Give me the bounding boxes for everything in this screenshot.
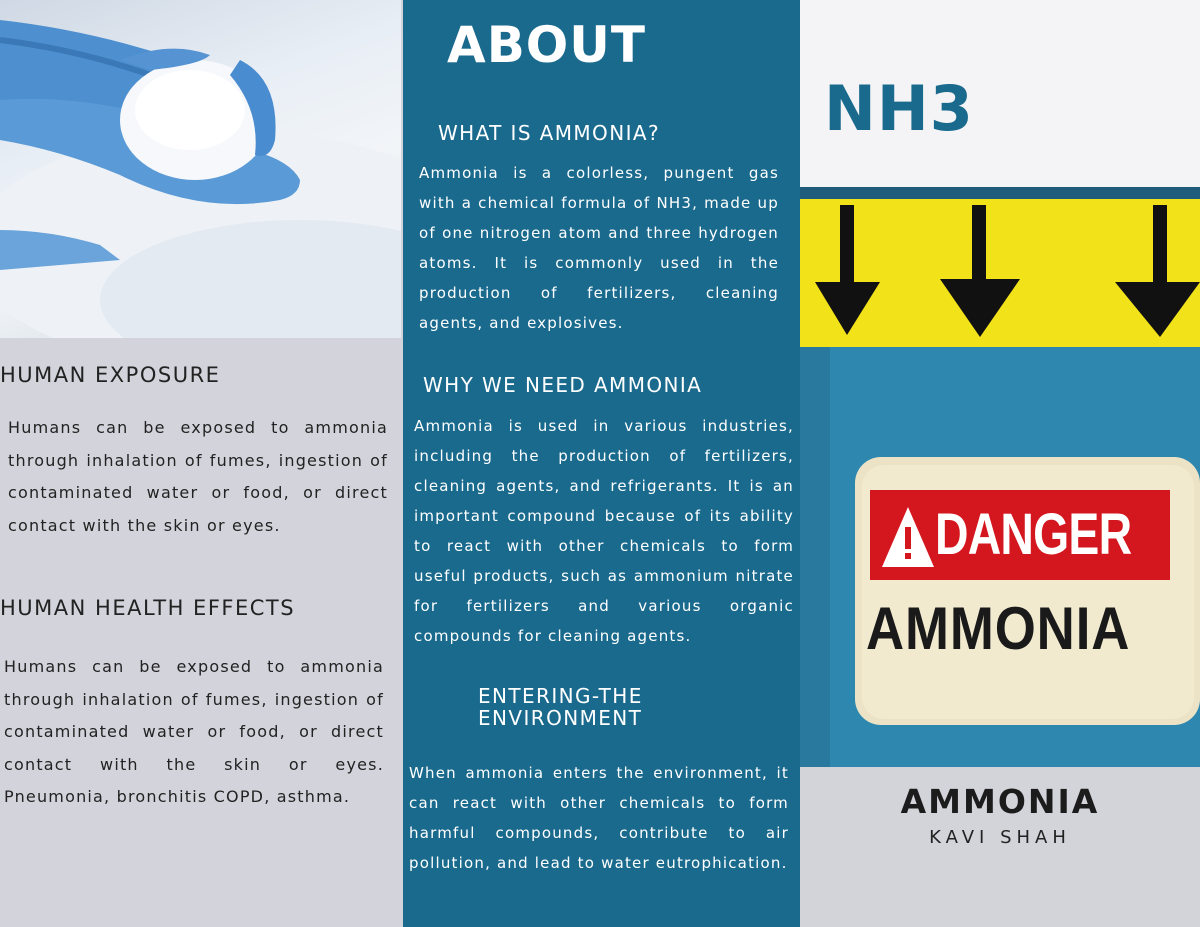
left-panel	[0, 0, 403, 927]
why-we-need-ammonia-heading: WHY WE NEED AMMONIA	[423, 373, 703, 397]
human-exposure-heading: HUMAN EXPOSURE	[0, 363, 221, 387]
entering-heading-line-2: ENVIRONMENT	[478, 706, 643, 730]
human-health-effects-text: Humans can be exposed to ammonia through inhalation of fumes, ingestion of contaminated water or food, or direct contact with the skin or eyes. Pneumonia, bronchitis COPD, asthma.	[4, 657, 384, 806]
human-exposure-text: Humans can be exposed to ammonia through inhalation of fumes, ingestion of contaminated water or food, or direct contact with the skin or eyes.	[8, 418, 388, 535]
entering-heading-line-1: ENTERING-THE	[478, 684, 643, 708]
drum-illustration	[800, 187, 1200, 767]
ammonia-sign-text: AMMONIA	[866, 595, 1131, 662]
what-is-ammonia-text: Ammonia is a colorless, pungent gas with a chemical formula of NH3, made up of one nitrogen atom and three hydrogen atoms. It is commonly used in the production of fertilizers, cleaning agents, and explosives.	[419, 164, 779, 332]
gloved-hands-fertilizer-photo	[0, 0, 401, 338]
about-title: ABOUT	[447, 16, 647, 74]
why-we-need-ammonia-text: Ammonia is used in various industries, including the production of fertilizers, cleaning agents, and refrigerants. It is an important compound because of its ability to react with other chemicals to form useful products, such as ammonium nitrate for fertilizers and various organic compounds for cleaning agents.	[414, 417, 794, 645]
author-name: KAVI SHAH	[929, 827, 1071, 848]
photo-illustration	[0, 0, 401, 338]
what-is-ammonia-heading: WHAT IS AMMONIA?	[438, 121, 660, 145]
entering-the-environment-heading	[478, 685, 643, 729]
ammonia-drum-photo	[800, 187, 1200, 767]
formula-title: NH3	[824, 72, 974, 145]
entering-the-environment-text: When ammonia enters the environment, it can react with other chemicals to form harmful compounds, contribute to air pollution, and lead to water eutrophication.	[409, 764, 789, 872]
human-health-effects-heading: HUMAN HEALTH EFFECTS	[0, 596, 296, 620]
danger-sign-text: DANGER	[935, 502, 1132, 567]
formula-box	[800, 0, 1200, 187]
middle-panel	[403, 0, 800, 927]
brochure-title: AMMONIA	[900, 782, 1100, 821]
right-panel	[800, 0, 1200, 927]
